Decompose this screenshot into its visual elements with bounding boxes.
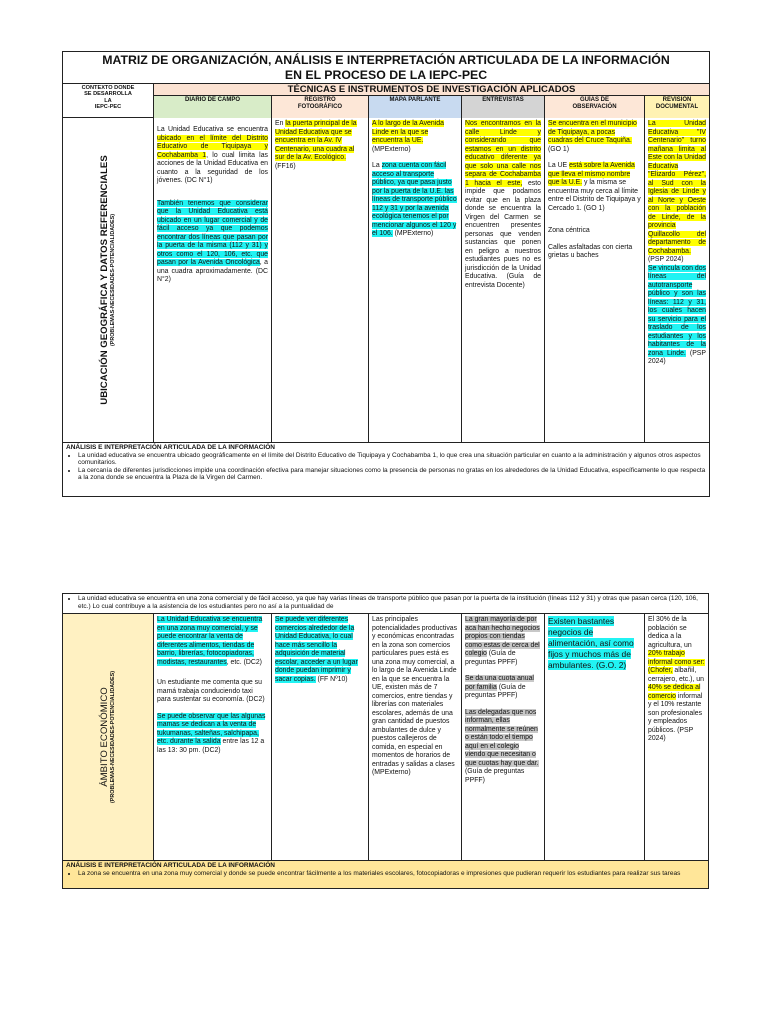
title-line-2: EN EL PROCESO DE LA IEPC-PEC [284, 68, 488, 82]
analysis-section-1 [63, 443, 709, 495]
analysis-item: • La unidad educativa se encuentra ubicado geográficamente en el límite del Distrito Educativo de Tiquipaya y Cochabamba 1, lo que crea una situación particular en cuanto a la administración y algunos otros aspectos comunitarios. [78, 452, 706, 467]
row-title: UBICACIÓN GEOGRÁFICA Y DATOS REFERENCIALES [99, 155, 110, 405]
matrix-table-2 [62, 593, 709, 889]
techniques-header: TÉCNICAS E INSTRUMENTOS DE INVESTIGACIÓN APLICADOS [154, 84, 709, 96]
analysis-item: • La cercanía de diferentes jurisdicciones impide una coordinación efectiva para manejar situaciones como la presencia de personas no gratas en los alrededores de la Unidad Educativa, específicamente lo que respecta a la zona donde se encuentra la Plaza de la Virgen del Carmen. [78, 467, 706, 482]
cell-guias: Existen bastantes negocios de alimentación, así como fijos y muchos más de ambulantes. (G.O. 2) [545, 614, 645, 860]
analysis-title: ANÁLISIS E INTERPRETACIÓN ARTICULADA DE LA INFORMACIÓN [66, 862, 275, 869]
cell-registro: En la puerta principal de la Unidad Educativa que se encuentra en la Av. IV Centenario, una cuadra al sur de la Av. Ecológico. (FF16) [272, 118, 369, 442]
table-header [63, 84, 709, 118]
column-header-registro: REGISTRO FOTOGRÁFICO [272, 96, 369, 118]
cell-entrevistas: Nos encontramos en la calle Linde y considerando que estamos en un distrito educativo diferente ya que solo una calle nos separa de Cochabamba 1 hacia el este, esto impide que podamos evitar que en la plaza donde se encuentra la Virgen del Carmen se encuentren presentes personas que venden sustancias que ponen en peligro a nuestros estudiantes pues no es jurisdicción de la Unidad Educativa. (Guía de entrevista Docente) [462, 118, 545, 442]
row-geografica [63, 118, 709, 443]
cell-entrevistas: La gran mayoría de por aca han hecho negocios propios con tiendas como estas de cerca del colegio (Guía de preguntas PPFF) Se da una cuota anual por familia (Guía de preguntas PPFF) Las delegadas que nos informan, ellas normalmente se reúnen o están todo el tiempo aquí en el colegio viendo que necesitan o que cuotas hay que dar. (Guía de preguntas PPFF) [462, 614, 545, 860]
column-header-entrevistas: ENTREVISTAS [462, 96, 545, 118]
cell-revision: La Unidad Educativa "IV Centenario" turno mañana limita al Este con la Unidad Educativa "Elizardo Pérez", al Sud con la Iglesia de Linde y al Norte y Oeste con la población de Linde, de la provincia Quillacollo del departamento de Cochabamba. (PSP 2024) Se vincula con dos líneas del autotransporte público y son las líneas: 112 y 31, los cuales hacen su servicio para el traslado de los estudiantes y los habitantes de la zona Linde. (PSP 2024) [648, 120, 706, 365]
context-header: CONTEXTO DONDE SE DESARROLLA LA IEPC-PEC [63, 84, 154, 118]
row-title: ÁMBITO ECONÓMICO [99, 687, 110, 787]
cell-diario: La Unidad Educativa se encuentra en una zona muy comercial, y se puede encontrar la venta de diferentes alimentos, tiendas de barrio, librerías, fotocopiadoras, modistas, restaurantes, etc. (DC2) Un estudiante me comenta que su mamá trabaja conduciendo taxi para sustentar su economía. (DC2) Se puede observar que las algunas mamas se dedican a la venta de tukumanas, salteñas, salchipapa, etc. durante la salida entre las 12 a las 13: 30 pm. (DC2) [154, 614, 272, 860]
row-subtitle: (PROBLEMAS-NECESIDADES-POTENCIALIDADES) [110, 213, 116, 347]
cell-revision: El 30% de la población se dedica a la agricultura, un 20% trabajo informal como ser: (Chofer, albañil, cerrajero, etc.), un 40% se dedica al comercio informal y el 10% restante son profesionales y empleados públicos. (PSP 2024) [648, 616, 705, 742]
row-economico [63, 614, 708, 861]
column-header-mapa: MAPA PARLANTE [369, 96, 462, 118]
matrix-table-1 [62, 51, 710, 497]
row-subtitle: (PROBLEMAS-NECESIDADES-POTENCIALIDADES) [110, 670, 116, 804]
row-header-economico [63, 614, 154, 860]
analysis-title: ANÁLISIS E INTERPRETACIÓN ARTICULADA DE LA INFORMACIÓN [66, 444, 275, 451]
analysis-item: • La zona se encuentra en una zona muy comercial y donde se puede encontrar fácilmente a los materiales escolares, fotocopiadoras e impresiones que pudieran requerir los estudiantes para realizar sus tareas [78, 870, 705, 878]
analysis-continuation: • La unidad educativa se encuentra en una zona comercial y de fácil acceso, ya que hay varias líneas de transporte público que pasan por la puerta de la institución (líneas 112 y 31) y otras que pasan cerca (120, 106, etc.) Lo cual contribuye a la asistencia de los estudiantes pero no así a la puntualidad de [63, 594, 708, 614]
cell-diario: La Unidad Educativa se encuentra ubicado en el límite del Distrito Educativo de Tiquipaya y Cochabamba 1, lo cual limita las acciones de la Unidad Educativa en cuanto a la seguridad de los jóvenes. (DC N°1) También tenemos que considerar que la Unidad Educativa está ubicado en un lugar comercial y de fácil acceso ya que podemos encontrar dos líneas que pasan por la puerta de la misma (112 y 31) y otros como el 120, 106, etc. que pasan por la Avenida Oncológica, a una cuadra aproximadamente. (DC N°2) [154, 118, 272, 442]
document-title [63, 52, 709, 84]
column-header-diario: DIARIO DE CAMPO [154, 96, 272, 118]
column-header-guias: GUÍAS DE OBSERVACIÓN [545, 96, 645, 118]
cell-mapa: Las principales potencialidades productivas y económicas encontradas en la zona son comercios particulares pues está es una zona muy comercial, a lo largo de la Avenida Linde en la que se encuentra la UE, existen más de 7 comercios, entre tiendas y librerías con materiales escolares, además de una gran cantidad de puestos ambulantes de dulce y puestos callejeros de comida, en especial en momentos de horarios de entradas y salidas a clases (MPExterno) [369, 614, 462, 860]
column-header-revision: REVISIÓN DOCUMENTAL [645, 96, 709, 118]
row-header-geografica [63, 118, 154, 442]
analysis-section-2 [63, 861, 708, 888]
cell-guias: Se encuentra en el municipio de Tiquipaya, a pocas cuadras del Cruce Taquiña. (GO 1) La UE está sobre la Avenida que lleva el mismo nombre que la U.E. y la misma se encuentra muy cerca al límite entre el Distrito de Tiquipaya y Cercado 1. (GO 1) Zona céntrica Calles asfaltadas con cierta grietas u baches [545, 118, 645, 442]
cell-registro: Se puede ver diferentes comercios alrededor de la Unidad Educativa, lo cual hace más sencillo la adquisición de material escolar, acceder a un lugar donde puedan imprimir y sacar copias. (FF Nº10) [272, 614, 369, 860]
title-line-1: MATRIZ DE ORGANIZACIÓN, ANÁLISIS E INTERPRETACIÓN ARTICULADA DE LA INFORMACIÓN [102, 53, 670, 67]
cell-mapa: A lo largo de la Avenida Linde en la que se encuentra la UE. (MPExterno) La zona cuenta con fácil acceso al transporte público, ya que pasa justo por la puerta de la U.E. las líneas de transporte público 112 y 31 y por la avenida ecológica tenemos el por mencionar algunos el 120 y el 106. (MPExterno) [369, 118, 462, 442]
